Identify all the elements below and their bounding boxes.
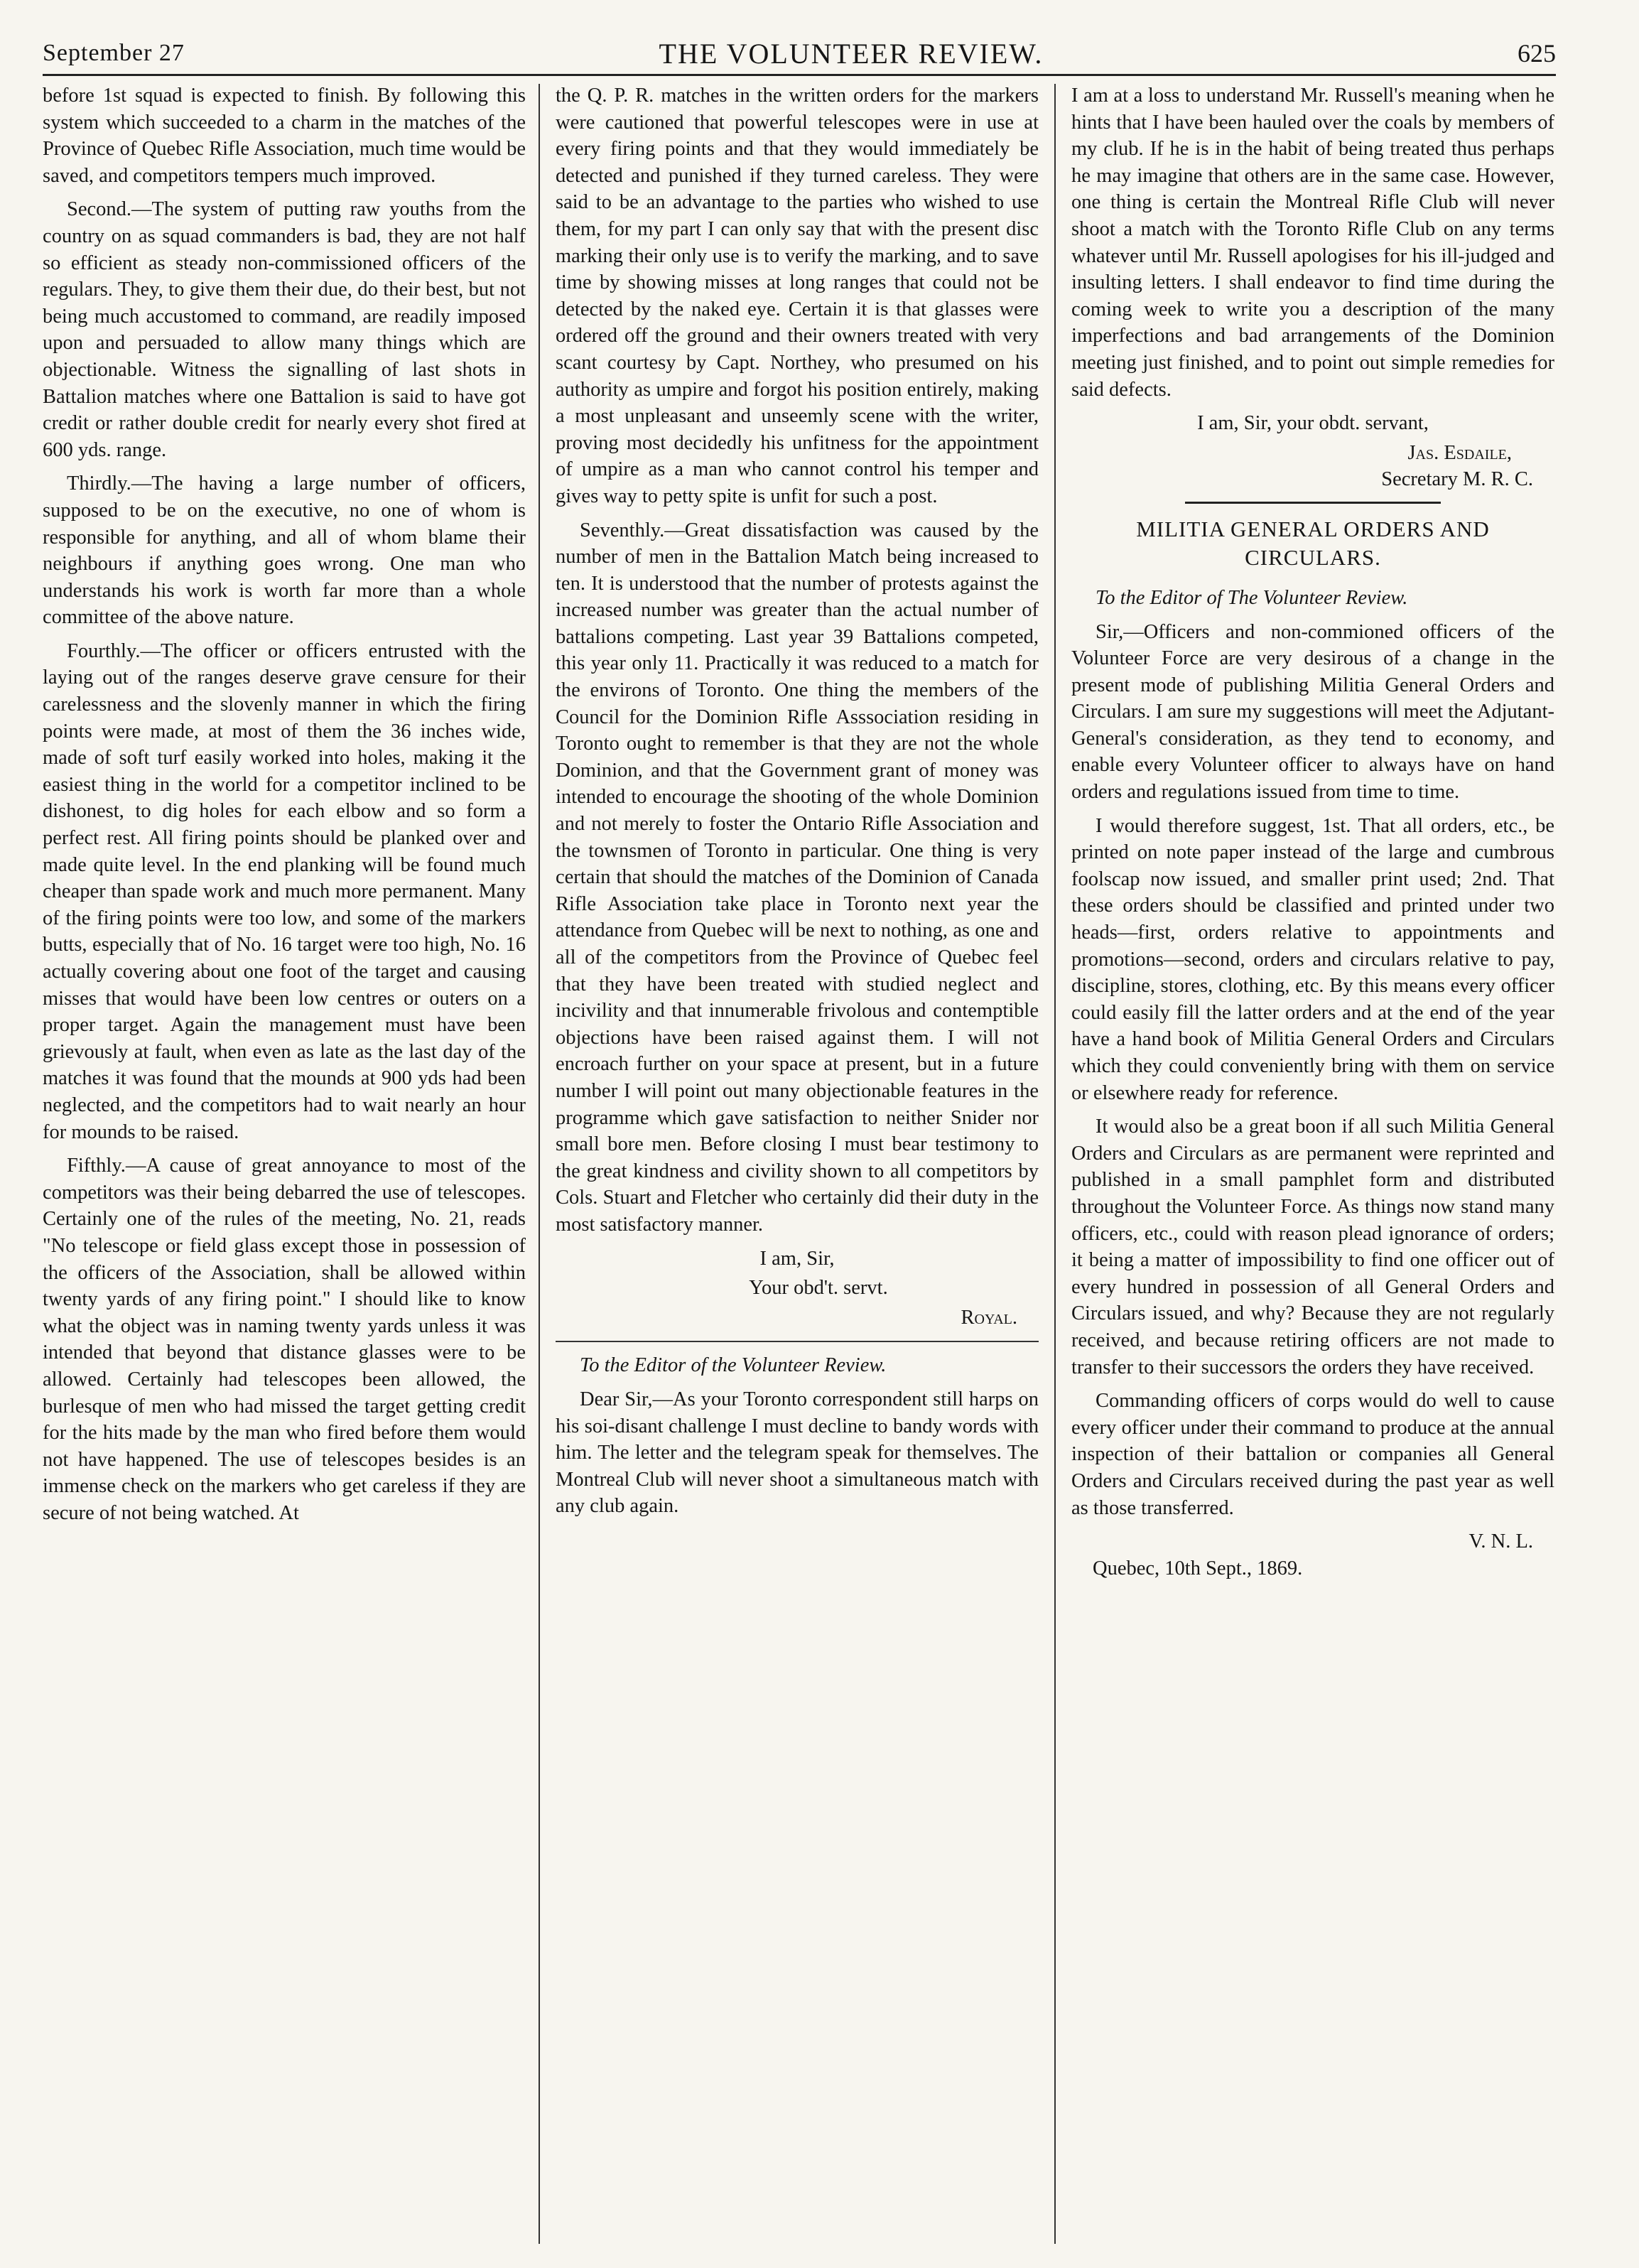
paragraph: the Q. P. R. matches in the written orders for the markers were cautioned that powerful telescopes were in use at every firing points and that they would immediately be detected and punished if they turned careless. They were said to be an advantage to the parties who wished to use them, for my part I can only say that with the present disc marking their only use is to verify the marking, and to save time by showing misses at long ranges that could not be detected by the naked eye. Certain it is that glasses were ordered off the ground and their owners treated with very scant courtesy by Capt. Northey, who presumed on his authority as umpire and forgot his position entirely, making a most unpleasant and unseemly scene with the writer, proving most decidedly his unfitness for the appointment of umpire as a man who cannot control his temper and gives way to petty spite is unfit for such a post. <box>556 85 1039 507</box>
paragraph: Dear Sir,—As your Toronto correspondent still harps on his soi-disant challenge I must decline to bandy words with him. The letter and the telegram speak for themselves. The Montreal Club will never shoot a simultaneous match with any club again. <box>556 1388 1039 1518</box>
column-3 <box>1071 82 1554 2242</box>
signature-title: Secretary M. R. C. <box>1381 468 1533 491</box>
paragraph: before 1st squad is expected to finish. By following this system which succeeded to a charm in the matches of the Province of Quebec Rifle Association, much time would be saved, and competitors tempers much improved. <box>43 85 526 187</box>
page-number: 625 <box>1517 39 1556 68</box>
letter-closing: I am, Sir, <box>759 1247 835 1270</box>
letter-closing: I am, Sir, your obdt. servant, <box>1197 412 1429 435</box>
paragraph: Commanding officers of corps would do well to cause every officer under their command to produce at the annual inspection of their battalion or companies all General Orders and Circulars received during the past year as well as those transferred. <box>1071 1390 1554 1519</box>
divider <box>1185 502 1441 504</box>
paragraph: I am at a loss to understand Mr. Russell's meaning when he hints that I have been hauled over the coals by members of my club. If he is in the habit of being treated thus perhaps he may imagine that others are in the same case. However, one thing is certain the Montreal Rifle Club will never shoot a match with the Toronto Rifle Club on any terms whatever until Mr. Russell apologises for his ill-judged and insulting letters. I shall endeavor to find time during the coming week to write you a description of the many imperfections and bad arrangements of the Dominion meeting just finished, and to point out simple remedies for said defects. <box>1071 85 1554 401</box>
column-2 <box>556 82 1039 2242</box>
signature-name: Jas. Esdaile, <box>1407 441 1512 464</box>
column-rule-1 <box>539 84 540 2244</box>
paragraph: Seventhly.—Great dissatisfaction was caused by the number of men in the Battalion Match being increased to ten. It is understood that the number of protests against the increased number was greater than the actual number of battalions competing. Last year 39 Battalions competed, this year only 11. Practically it was reduced to a match for the environs of Toronto. One thing the members of the Council for the Dominion Rifle Asssociation residing in Toronto ought to remember is that they are not the whole Dominion, and that the Government grant of money was intended to encourage the shooting of the whole Dominion and not merely to foster the Ontario Rifle Association and the townsmen of Toronto in particular. One thing is very certain that should the matches of the Dominion of Canada Rifle Association take place in Toronto next year the attendance from Quebec will be next to nothing, as one and all of the competitors from the Province of Quebec feel that they have been treated with studied neglect and incivility and that innumerable frivolous and contemptible objections have been raised against them. I will not encroach further on your space at present, but in a future number I will point out many objectionable features in the programme which gave satisfaction to neither Snider nor small bore men. Before closing I must bear testimony to the great kindness and civility shown to all competitors by Cols. Stuart and Fletcher who certainly did their duty in the most satisfactory manner. <box>556 519 1039 1236</box>
column-rule-2 <box>1054 84 1056 2244</box>
divider <box>556 1341 1039 1342</box>
paragraph: Thirdly.—The having a large number of officers, supposed to be on the executive, no one of whom is responsible for anything, and all of whom blame their neighbours if anything goes wrong. One man who understands his work is worth far more than a whole committee of the above nature. <box>43 472 526 629</box>
letter-closing-line: Your obd't. servt. <box>749 1277 888 1300</box>
signature: V. N. L. <box>1468 1530 1533 1553</box>
paragraph: Sir,—Officers and non-commioned officers of the Volunteer Force are very desirous of a change in the present mode of publishing Militia General Orders and Circulars. I am sure my suggestions will meet the Adjutant-General's consideration, as they tend to economy, and enable every Volunteer officer to always have on hand orders and regulations issued from time to time. <box>1071 620 1554 804</box>
salutation: To the Editor of the Volunteer Review. <box>580 1354 887 1377</box>
signature: Royal. <box>961 1306 1017 1329</box>
paragraph: Second.—The system of putting raw youths from the country on as squad commanders is bad, they are not half so efficient as steady non-commissioned officers of the regulars. They, to give them their due, do their best, but not being much accustomed to command, are readily imposed upon and persuaded to allow many things which are objectionable. Witness the signalling of last shots in Battalion matches where one Battalion is said to have got credit or rather double credit for nearly every shot fired at 600 yds. range. <box>43 198 526 461</box>
masthead-title: THE VOLUNTEER REVIEW. <box>659 37 1044 70</box>
paragraph: Fourthly.—The officer or officers entrusted with the laying out of the ranges deserve grave censure for their carelessness and the slovenly manner in which the firing points were made, at most of them the 36 inches wide, made of soft turf easily worked into holes, making it the easiest thing in the world for a competitor inclined to be dishonest, to dig holes for each elbow and so form a perfect rest. All firing points should be planked over and made quite level. In the end planking will be found much cheaper than spade work and much more permanent. Many of the firing points were too low, and some of the markers butts, especially that of No. 16 target were too high, No. 16 actually covering about one foot of the target and causing misses that would have been low centres or outers on a proper target. Again the management must have been grievously at fault, when even as late as the last day of the matches it was found that the mounds at 900 yds had been neglected, and the competitors had to wait nearly an hour for mounds to be raised. <box>43 639 526 1143</box>
header-date: September 27 <box>43 40 185 66</box>
paragraph: Fifthly.—A cause of great annoyance to most of the competitors was their being debarred the use of telescopes. Certainly one of the rules of the meeting, No. 21, reads "No telescope or field glass except those in possession of the officers of the Association, shall be allowed within twenty yards of any firing point." I should like to know what the object was in naming twenty yards unless it was intended that beyond that distance glasses were to be allowed. Certainly had telescopes been allowed, the burlesque of men who had missed the target getting credit for the hits made by the man who fired before them would not have happened. The use of telescopes besides is an immense check on the markers who get careless if they are secure of not being watched. At <box>43 1155 526 1524</box>
paragraph: It would also be a great boon if all such Militia General Orders and Circulars as are permanent were reprinted and published in a small pamphlet form and distributed throughout the Volunteer Force. As things now stand many officers, etc., could with reason plead ignorance of orders; it being a matter of impossibility to find one officer out of every hundred in possession of all General Orders and Circulars issued, and why? Because they are not regularly received, and because retiring officers are not made to transfer to their successors the orders they have received. <box>1071 1116 1554 1378</box>
dateline: Quebec, 10th Sept., 1869. <box>1093 1557 1303 1580</box>
paragraph: I would therefore suggest, 1st. That all orders, etc., be printed on note paper instead of the large and cumbrous foolscap now issued, and smaller print used; 2nd. That these orders should be classified and printed under two heads—first, orders relative to appointments and promotions—second, orders and circulars relative to pay, discipline, stores, clothing, etc. By this means every officer could easily fill the latter orders and at the end of the year have a hand book of Militia General Orders and Circulars which they could conveniently bring with them on service or elsewhere ready for reference. <box>1071 814 1554 1104</box>
salutation: To the Editor of The Volunteer Review. <box>1096 586 1408 609</box>
page-header <box>43 33 1556 76</box>
section-heading: MILITIA GENERAL ORDERS AND CIRCULARS. <box>1136 516 1490 570</box>
column-1 <box>43 82 526 2242</box>
